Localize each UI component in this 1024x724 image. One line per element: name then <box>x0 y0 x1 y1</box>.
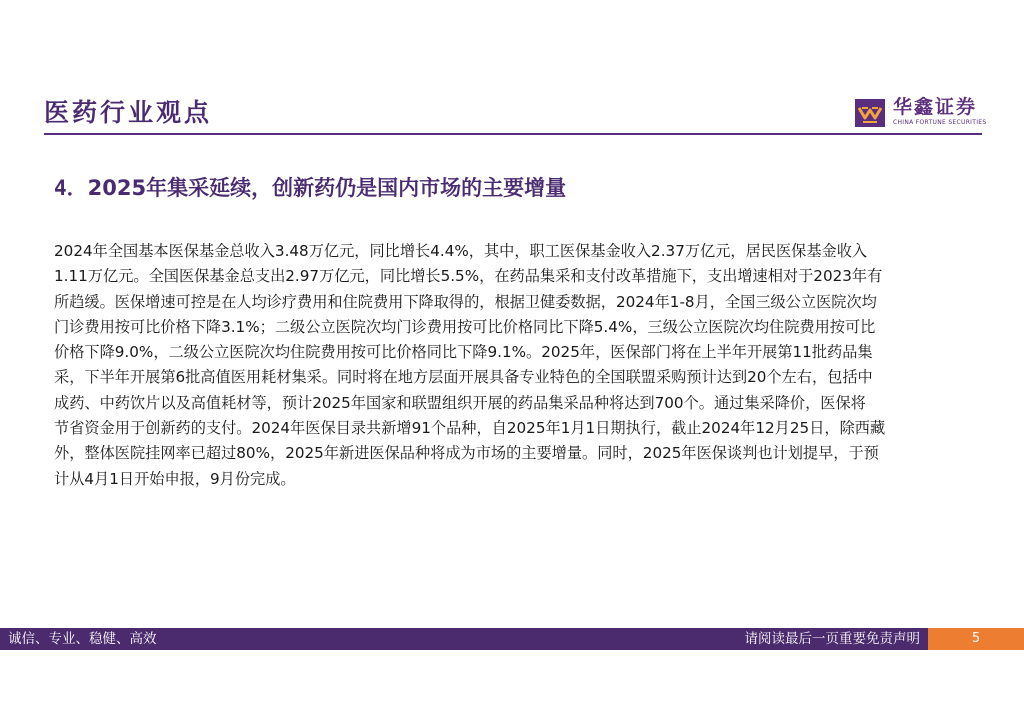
logo-name-en: CHINA FORTUNE SECURITIES <box>893 119 987 126</box>
section-heading-text: 2025年集采延续，创新药仍是国内市场的主要增量 <box>87 176 567 200</box>
header-divider <box>44 133 982 135</box>
body-line: 门诊费用按可比价格下降3.1%；二级公立医院次均门诊费用按可比价格同比下降5.4%，三级公立医院次均住院费用按可比 <box>54 317 876 336</box>
section-heading <box>54 172 566 204</box>
page-title: 医药行业观点 <box>44 98 213 127</box>
body-line: 所趋缓。医保增速可控是在人均诊疗费用和住院费用下降取得的，根据卫健委数据，2024年1-8月，全国三级公立医院次均 <box>54 292 877 311</box>
body-line: 2024年全国基本医保基金总收入3.48万亿元，同比增长4.4%，其中，职工医保基金收入2.37万亿元，居民医保基金收入 <box>54 242 868 260</box>
footer-bar <box>0 628 928 650</box>
body-line: 1.11万亿元。全国医保基金总支出2.97万亿元，同比增长5.5%，在药品集采和支付改革措施下，支出增速相对于2023年有 <box>54 267 883 286</box>
body-line: 计从4月1日开始申报，9月份完成。 <box>54 469 296 488</box>
body-line: 外，整体医院挂网率已超过80%，2025年新进医保品种将成为市场的主要增量。同时，2025年医保谈判也计划提早，于预 <box>54 444 879 463</box>
body-line: 成药、中药饮片以及高值耗材等，预计2025年国家和联盟组织开展的药品集采品种将达到700个。通过集采降价，医保将 <box>54 393 866 412</box>
body-line: 节省资金用于创新药的支付。2024年医保目录共新增91个品种，自2025年1月1日期执行，截止2024年12月25日，除西藏 <box>54 419 886 438</box>
footer-disclaimer: 请阅读最后一页重要免责声明 <box>744 631 920 647</box>
footer-slogan: 诚信、专业、稳健、高效 <box>8 631 157 647</box>
body-line: 价格下降9.0%，二级公立医院次均住院费用按可比价格同比下降9.1%。2025年，医保部门将在上半年开展第11批药品集 <box>54 343 873 362</box>
logo-name: 华鑫证券 <box>893 96 978 118</box>
section-number: 4． <box>54 176 88 200</box>
body-line: 采，下半年开展第6批高值医用耗材集采。同时将在地方层面开展具备专业特色的全国联盟采购预计达到20个左右，包括中 <box>54 368 873 387</box>
company-logo <box>855 97 985 129</box>
body-paragraph <box>54 239 974 492</box>
huaxin-logo-icon <box>855 99 885 127</box>
page-number: 5 <box>928 628 1024 650</box>
